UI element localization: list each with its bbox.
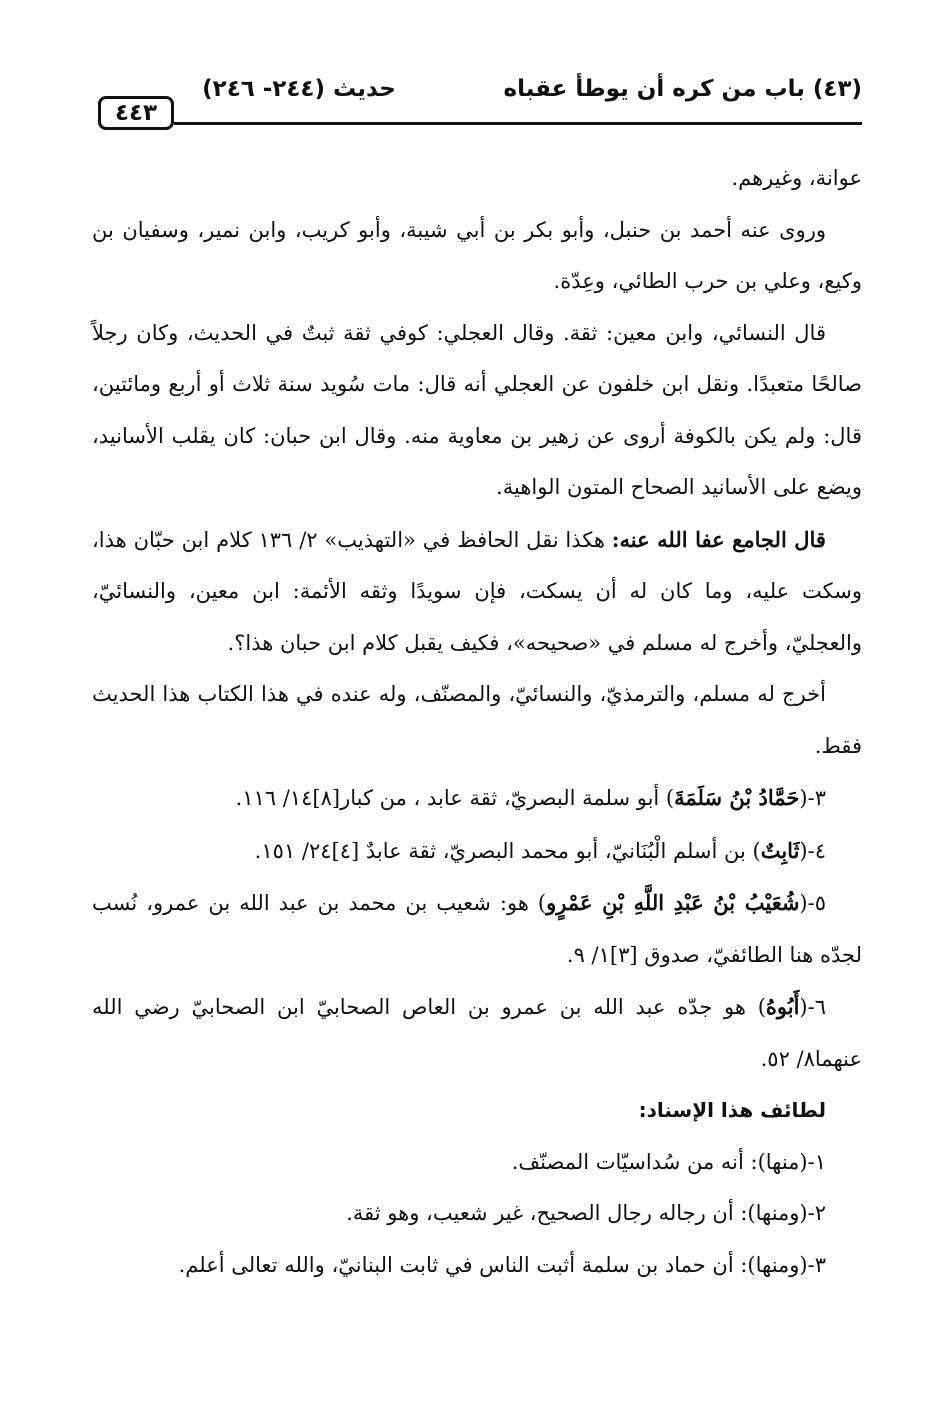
- hadith-range: حديث (٢٤٤- ٢٤٦): [202, 76, 396, 102]
- chapter-title: (٤٣) باب من كره أن يوطأ عقباه: [503, 76, 862, 102]
- paragraph-3: قال النسائي، وابن معين: ثقة. وقال العجلي: كوفي ثقة ثبتٌ في الحديث، وكان رجلاً صالحًا متعبدًا. ونقل ابن خلفون عن العجلي أنه قال: مات سُويد سنة ثلاث أو أربع ومائتين، قال: ولم يكن بالكوفة أروى عن زهير بن معاوية منه. وقال ابن حبان: كان يقلب الأسانيد، ويضع على الأسانيد الصحاح المتون الواهية.: [92, 320, 862, 499]
- paragraph-2: وروى عنه أحمد بن حنبل، وأبو بكر بن أبي شيبة، وأبو كريب، وابن نمير، وسفيان بن وكيع، وعلي بن حرب الطائي، وعِدّة.: [92, 217, 862, 293]
- subtlety-3: ٣-(ومنها): أن حماد بن سلمة أثبت الناس في ثابت البنانيّ، والله تعالى أعلم.: [178, 1252, 826, 1277]
- subtlety-1: ١-(منها): أنه من سُداسيّات المصنّف.: [511, 1149, 826, 1174]
- section-title: لطائف هذا الإسناد:: [638, 1098, 826, 1122]
- page-number: ٤٤٣: [98, 96, 174, 130]
- page-header: [92, 72, 862, 132]
- narrator-5: ٥-(شُعَيْبُ بْنُ عَبْدِ اللَّهِ بْنِ عَمْرٍو) هو: شعيب بن محمد بن عبد الله بن عمرو، نُسب لجدّه هنا الطائفيّ، صدوق [٣]١/ ٩.: [92, 890, 862, 967]
- paragraph-5: أخرج له مسلم، والترمذيّ، والنسائيّ، والمصنّف، وله عنده في هذا الكتاب هذا الحديث فقط.: [92, 682, 862, 758]
- narrator-5-name: شُعَيْبُ بْنُ عَبْدِ اللَّهِ بْنِ عَمْرٍو: [546, 890, 800, 915]
- page-body: [92, 153, 862, 1291]
- paragraph-1: عوانة، وغيرهم.: [731, 166, 862, 190]
- narrator-4-name: ثَابِتٌ: [760, 837, 800, 863]
- narrator-6-name: أَبُوهُ: [765, 994, 800, 1019]
- compiler-note-text: هكذا نقل الحافظ في «التهذيب» ٢/ ١٣٦ كلام ابن حبّان هذا، وسكت عليه، وما كان له أن يسكت، فإن سويدًا وثقه الأئمة: ابن معين، والنسائيّ، والعجليّ، وأخرج له مسلم في «صحيحه»، فكيف يقبل كلام ابن حبان هذا؟.: [92, 527, 862, 655]
- paragraph-4: [92, 514, 862, 670]
- narrator-4: ٤-(ثَابِتٌ) بن أسلم الْبُنَانيّ، أبو محمد البصريّ، ثقة عابدٌ [٤]٢٤/ ١٥١.: [254, 837, 826, 863]
- subtlety-2: ٢-(ومنها): أن رجاله رجال الصحيح، غير شعيب، وهو ثقة.: [346, 1201, 826, 1225]
- header-rule: [174, 122, 862, 125]
- narrator-6: ٦-(أَبُوهُ) هو جدّه عبد الله بن عمرو بن العاص الصحابيّ ابن الصحابيّ رضي الله عنهما٨/ ٥٢.: [92, 994, 862, 1071]
- narrator-3-name: حَمَّادُ بْنُ سَلَمَةَ: [674, 785, 800, 810]
- compiler-note-label: قال الجامع عفا الله عنه:: [611, 526, 826, 552]
- narrator-3: ٣-(حَمَّادُ بْنُ سَلَمَةَ) أبو سلمة البصريّ، ثقة عابد ، من كبار[٨]١٤/ ١١٦.: [235, 785, 826, 810]
